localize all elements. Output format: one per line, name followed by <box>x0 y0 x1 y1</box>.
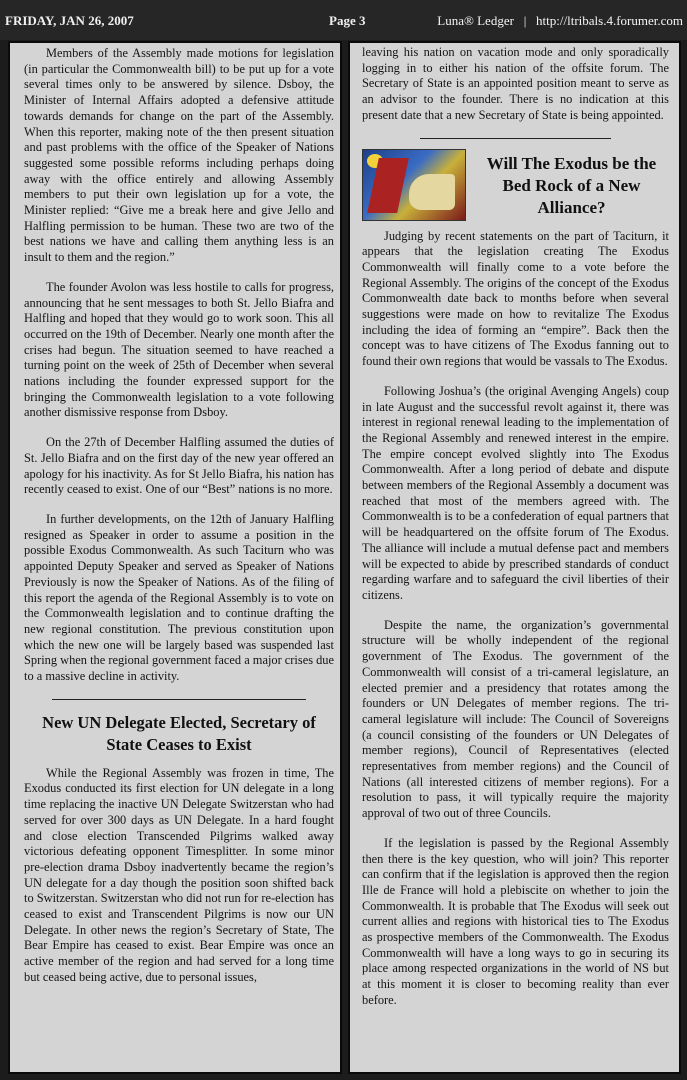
page-header <box>0 0 687 40</box>
left-column <box>8 41 342 1074</box>
header-separator: | <box>523 13 527 28</box>
article-paragraph: Following Joshua’s (the original Avenging Angels) coup in late August and the successful revolt against it, there was interest in regional renewal leading to the implementation of the Regional Assembly and renewed interest in the empire. The empire concept evolved slightly into The Exodus Commonwealth. After a long period of debate and dispute between members of the Regional Assembly a document was reached that most of the members agreed with. The Commonwealth is to be a confederation of equal partners that will be headquartered on the offsite forum of The Exodus. The alliance will include a mutual defense pact and members will be expected to abide by prescribed standards of conduct regarding warfare and to safeguard the civil liberties of their citizens. <box>362 383 669 602</box>
issue-date: FRIDAY, JAN 26, 2007 <box>5 13 134 28</box>
article-paragraph: The founder Avolon was less hostile to calls for progress, announcing that he sent messages to both St. Jello Biafra and Halfling and hoped that they would go to work soon. This all occurred on the 19th of December. Nearly one month after the crises had begun. The situation seemed to have reached a turning point on the week of 25th of December when several nations including the founder expressed support for the bringing the Commonwealth legislation to a vote following another dismissive response from Dsboy. <box>24 279 334 420</box>
right-column <box>348 41 681 1074</box>
page-number: Page 3 <box>329 13 366 28</box>
article-paragraph: Despite the name, the organization’s governmental structure will be wholly independent of the regional government of The Exodus. The government of the Commonwealth will consist of a tri-cameral legislature, an elected premier and a presidency that rotates among the founders or UN Delegates of member regions. The tri-cameral legislature will include: The Council of Sovereigns (a council consisting of the founders or UN Delegates of member regions), Council of Representatives (elected representatives from member regions) and the Council of Nations (all interested citizens of member regions). For a resolution to pass, it will typically require the majority approval of two out of three Councils. <box>362 617 669 821</box>
article-continuation: leaving his nation on vacation mode and only sporadically logging in to either his nation of the offsite forum. The Secretary of State is an appointed position meant to serve as an advisor to the founder. There is no indication at this present date that a new Secretary of State is being appointed. <box>362 45 669 122</box>
forum-url[interactable]: http://ltribals.4.forumer.com <box>536 13 683 28</box>
map-illustration <box>362 149 466 221</box>
headline-exodus-alliance: Will The Exodus be the Bed Rock of a New Alliance? <box>486 153 657 217</box>
article-paragraph: Judging by recent statements on the part of Taciturn, it appears that the legislation creating The Exodus Commonwealth will finally come to a vote before the Regional Assembly. The origins of the concept of the Exodus Commonwealth date back to months before when several suggestions were made on how to revitalize The Exodus including the idea of forming an “empire”. Back then the concept was to have citizens of The Exodus fanning out to found their own regions that would be vassals to The Exodus. <box>362 228 669 369</box>
masthead-right <box>437 13 683 29</box>
section-divider <box>420 138 611 139</box>
article-paragraph: On the 27th of December Halfling assumed the duties of St. Jello Biafra and on the first day of the new year offered an apology for his inactivity. As for St Jello Biafra, his nation has recently ceased to exist. One of our “Best” nations is no more. <box>24 435 334 497</box>
article-paragraph: In further developments, on the 12th of January Halfling resigned as Speaker in order to assume a position in the possible Exodus Commonwealth. As such Taciturn who was appointed Deputy Speaker and served as Speaker of Nations Previously is now the Speaker of Nations. As of the filing of this report the agenda of the Regional Assembly is to vote on the Commonwealth legislation and to continue drafting the new regional constitution. The previous constitution upon which the new one will be largely based was suspended last Spring when the regional government faced a major crises due to a massive decline in activity. <box>24 511 335 684</box>
feature-header <box>362 149 669 221</box>
article-paragraph: If the legislation is passed by the Regional Assembly then there is the key question, who will join? This reporter can confirm that if the legislation is approved then the region Ille de France will hold a plebiscite on whether to join the Commonwealth. It is probable that The Exodus will seek out current allies and regions with historical ties to The Exodus as prospective members of the Commonwealth. The Exodus Commonwealth will have a long ways to go in securing its place among respected organizations in the world of NS but at this moment it is closer to becoming reality than ever before. <box>362 835 669 1007</box>
section-divider <box>52 699 306 700</box>
headline-un-delegate: New UN Delegate Elected, Secretary of State Ceases to Exist <box>42 712 316 754</box>
article-paragraph: While the Regional Assembly was frozen in time, The Exodus conducted its first election for UN delegate in a long time replacing the inactive UN Delegate Switzerstan who had served for over 300 days as UN Delegate. In a hard fought and close election Transcended Pilgrims walked away victorious defeating opponent Timesplitter. In some minor pre-election drama Dsboy inadvertently became the region’s UN delegate for a day though the position soon shifted back to Switzerstan. Switzerstan who did not run for re-election has ceased to exist and Transcendent Pilgrims is now our UN Delegate. In other news the region’s Secretary of State, The Bear Empire has ceased to exist. Bear Empire was once an active member of the region and had served for a long time but ceased being active, due to personal issues, <box>24 765 334 984</box>
article-paragraph: Members of the Assembly made motions for legislation (in particular the Commonwealth bill) to be put up for a vote several times only to be answered by silence. Dsboy, the Minister of Internal Affairs adopted a defensive attitude towards demands for change on the part of the Assembly. When this reporter, making note of the then present situation and past problems with the office of the Speaker of Nations suggested some possible reforms including perhaps doing away with the office entirely and allowing Assembly members to put their own legislation up for a vote, the Minister replied: “Give me a break here and give Jello and Halfling permission to be human. These two are two of the best nations we have and calling them anything less is an insult to them and the region.” <box>24 46 334 265</box>
paper-name: Luna® Ledger <box>437 13 514 28</box>
